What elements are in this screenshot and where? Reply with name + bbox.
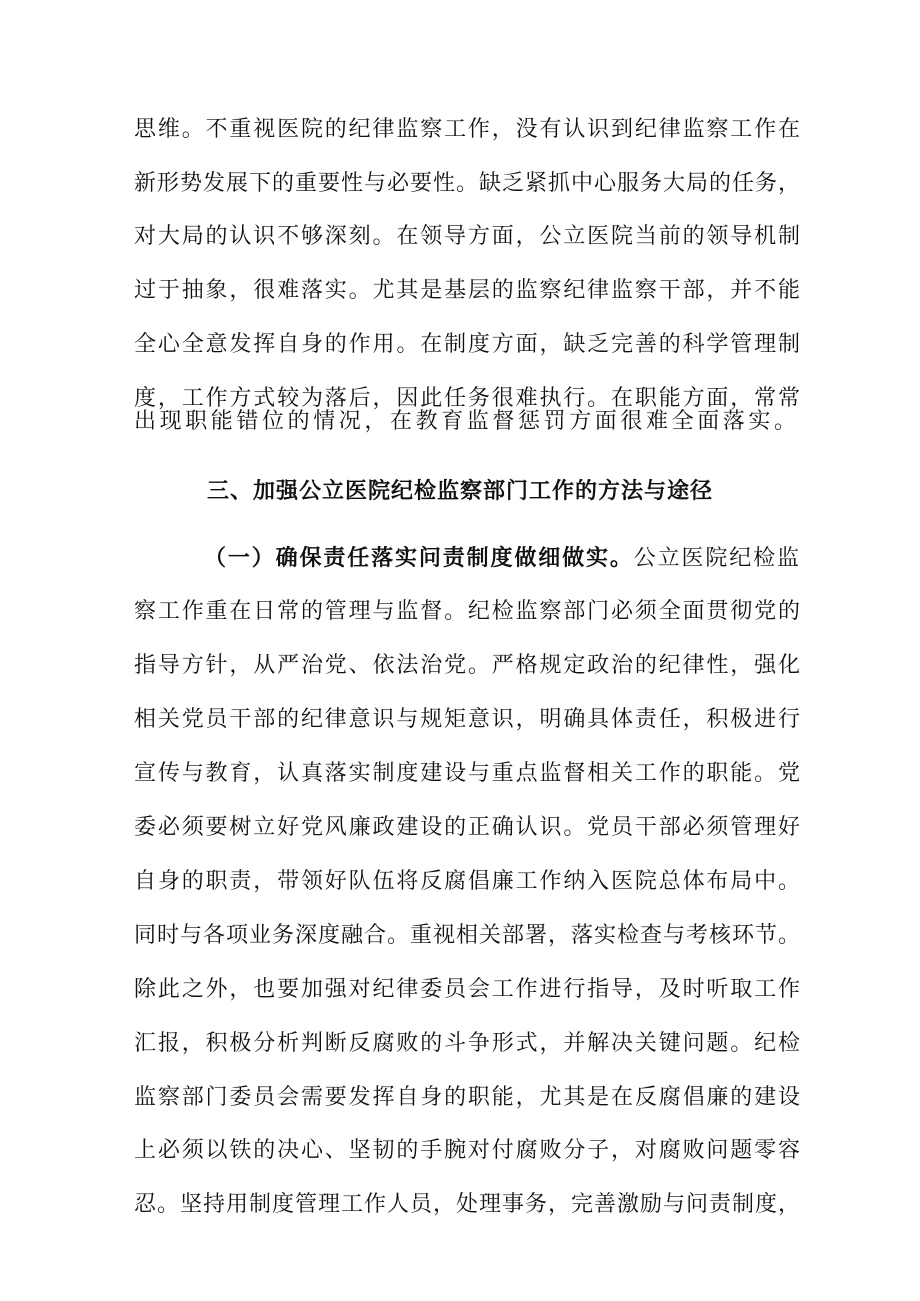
paragraph1-line-2: 新形势发展下的重要性与必要性。缺乏紧抓中心服务大局的任务，	[134, 171, 800, 196]
paragraph1-line-3: 对大局的认识不够深刻。在领导方面，公立医院当前的领导机制	[134, 224, 800, 249]
section-heading: 三、加强公立医院纪检监察部门工作的方法与途径	[206, 479, 713, 504]
paragraph2-line-2: 指导方针，从严治党、依法治党。严格规定政治的纪律性，强化	[134, 653, 800, 678]
paragraph2-line-10: 监察部门委员会需要发挥自身的职能，尤其是在反腐倡廉的建设	[134, 1085, 800, 1110]
paragraph2-lead-bold: （一）确保责任落实问责制度做细做实。	[204, 546, 634, 571]
paragraph2-line-6: 自身的职责，带领好队伍将反腐倡廉工作纳入医院总体布局中。	[134, 869, 800, 894]
paragraph2-line-5: 委必须要树立好党风廉政建设的正确认识。党员干部必须管理好	[134, 815, 800, 840]
paragraph1-line-1: 思维。不重视医院的纪律监察工作，没有认识到纪律监察工作在	[134, 117, 800, 142]
paragraph2-lead-rest: 公立医院纪检监	[633, 546, 800, 571]
paragraph2-lead-line	[204, 538, 800, 578]
paragraph1-line-5: 全心全意发挥自身的作用。在制度方面，缺乏完善的科学管理制	[134, 332, 800, 357]
paragraph2-line-7: 同时与各项业务深度融合。重视相关部署，落实检查与考核环节。	[134, 923, 800, 948]
paragraph2-line-4: 宣传与教育，认真落实制度建设与重点监督相关工作的职能。党	[134, 761, 800, 786]
paragraph2-line-9: 汇报，积极分析判断反腐败的斗争形式，并解决关键问题。纪检	[134, 1031, 800, 1056]
paragraph2-line-8: 除此之外，也要加强对纪律委员会工作进行指导，及时听取工作	[134, 977, 800, 1002]
paragraph1-line-6: 度，工作方式较为落后，因此任务很难执行。在职能方面，常常	[134, 386, 800, 411]
paragraph2-line-1: 察工作重在日常的管理与监督。纪检监察部门必须全面贯彻党的	[134, 599, 800, 624]
paragraph1-line-4: 过于抽象，很难落实。尤其是基层的监察纪律监察干部，并不能	[134, 278, 800, 303]
paragraph1-line-7: 出现职能错位的情况，在教育监督惩罚方面很难全面落实。	[134, 409, 800, 434]
paragraph2-line-12: 忍。坚持用制度管理工作人员，处理事务，完善激励与问责制度，	[134, 1192, 800, 1217]
paragraph2-line-3: 相关党员干部的纪律意识与规矩意识，明确具体责任，积极进行	[134, 707, 800, 732]
paragraph2-line-11: 上必须以铁的决心、坚韧的手腕对付腐败分子，对腐败问题零容	[134, 1138, 800, 1163]
